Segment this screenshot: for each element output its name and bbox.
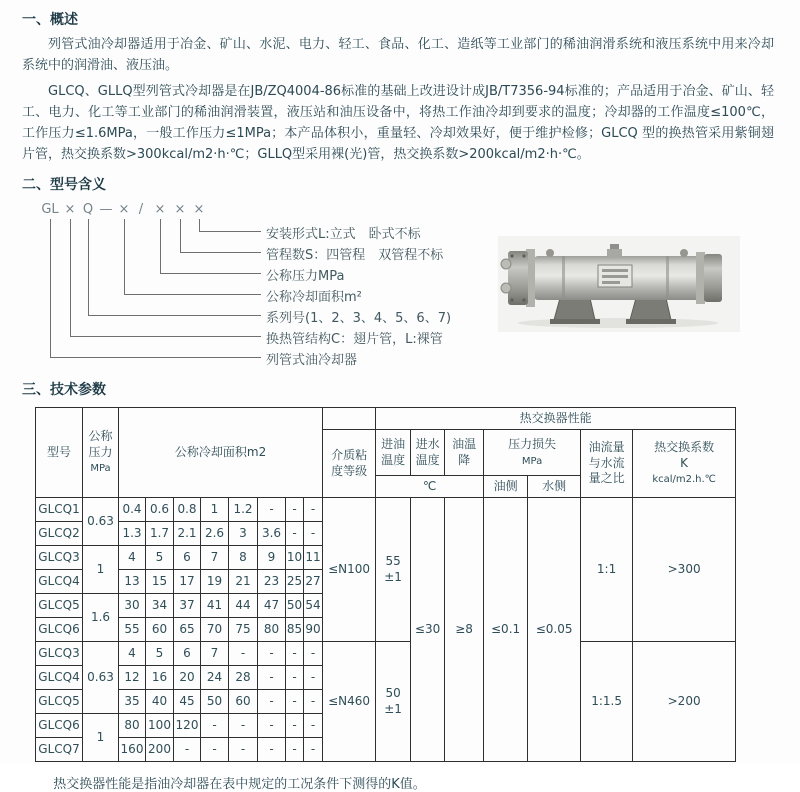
area-cell: 10: [286, 546, 304, 570]
header-model: 型号: [36, 408, 83, 498]
header-water-side: 水侧: [528, 476, 581, 498]
area-cell: 1.7: [146, 522, 174, 546]
header-cooling-area: 公称冷却面积m2: [119, 408, 323, 498]
area-cell: 35: [119, 690, 146, 714]
header-celsius: ℃: [376, 476, 484, 498]
k-value-cell: >300: [633, 498, 736, 642]
area-cell: 34: [146, 594, 174, 618]
area-cell: 50: [201, 690, 229, 714]
area-cell: 90: [304, 618, 323, 642]
model-cell: GLCQ3: [36, 546, 83, 570]
area-cell: 1.3: [119, 522, 146, 546]
header-ratio-line3: 量之比: [588, 471, 625, 486]
header-ratio-line2: 与水流: [588, 455, 625, 470]
oil-in-temp-tolerance: ±1: [384, 569, 402, 584]
overview-paragraph-1: 列管式油冷却器适用于冶金、矿山、水泥、电力、轻工、食品、化工、造纸等工业部门的稀油润滑系统和液压系统中用来冷却系统中的润滑油、液压油。: [22, 37, 774, 73]
header-k-line2: K: [680, 455, 689, 470]
area-cell: 75: [229, 618, 258, 642]
oil-in-temp-value: 55: [385, 553, 401, 568]
area-cell: 60: [146, 618, 174, 642]
header-water-in-line1: 进水: [415, 436, 440, 451]
area-cell: 54: [304, 594, 323, 618]
pressure-cell: 0.63: [83, 642, 119, 714]
area-cell: 120: [174, 714, 201, 738]
area-cell: -: [229, 714, 258, 738]
header-nominal-pressure: [83, 408, 119, 498]
area-cell: -: [286, 714, 304, 738]
header-spacer-cell: [323, 408, 376, 430]
model-cell: GLCQ5: [36, 690, 83, 714]
code-label-tube-structure: 换热管结构C：翅片管，L:裸管: [266, 332, 443, 347]
area-cell: 16: [146, 666, 174, 690]
header-pressure-unit: MPa: [90, 463, 111, 475]
area-cell: 5: [146, 546, 174, 570]
code-symbol-gl: GL: [41, 202, 59, 217]
header-oil-side: 油侧: [484, 476, 528, 498]
area-cell: -: [304, 642, 323, 666]
area-cell: -: [286, 738, 304, 762]
area-cell: 21: [229, 570, 258, 594]
area-cell: 100: [146, 714, 174, 738]
header-pressure-line2: 压力: [88, 444, 113, 459]
header-oil-in-temp: [376, 430, 411, 476]
spec-table: [35, 407, 736, 762]
area-cell: 3.6: [258, 522, 286, 546]
area-cell: 80: [258, 618, 286, 642]
code-symbol-x2: ×: [118, 202, 130, 217]
oil-in-temp-value: 50: [385, 685, 401, 700]
area-cell: 70: [201, 618, 229, 642]
header-flow-ratio: [581, 430, 633, 498]
area-cell: -: [258, 690, 286, 714]
area-cell: 40: [146, 690, 174, 714]
area-cell: 24: [201, 666, 229, 690]
section-1-heading: 一、概述: [22, 12, 78, 28]
area-cell: -: [304, 738, 323, 762]
code-symbol-q: Q: [82, 202, 94, 217]
area-cell: 25: [286, 570, 304, 594]
oil-cooler-photo: [498, 236, 740, 332]
flow-ratio-cell: 1:1: [581, 498, 633, 642]
area-cell: -: [229, 642, 258, 666]
header-pressure-loss: [484, 430, 581, 476]
spec-row: [36, 498, 736, 522]
overview-paragraph-2: GLCQ、GLLQ型列管式冷却器是在JB/ZQ4004-86标准的基础上改进设计成JB/T7356-94标准的；产品适用于冶金、矿山、轻工、电力、化工等工业部门的稀油润滑装置，液压站和油压设备中，将热工作油冷却到要求的温度；冷却器的工作温度≤100℃，工作压力≤1.6MPa，一般工作压力≤1MPa；本产品体积小，重量轻、冷却效果好，便于维护检修；GLCQ 型的换热管采用紫铜翅片管，热交换系数>300kcal/m2·h·℃；GLLQ型采用裸(光)管，热交换系数>200kcal/m2·h·℃。: [22, 84, 774, 162]
header-oil-drop-line2: 降: [458, 452, 471, 467]
code-label-product-type: 列管式油冷却器: [266, 353, 358, 368]
oil-side-loss-cell: ≤0.1: [484, 498, 528, 762]
area-cell: 4: [119, 642, 146, 666]
area-cell: 0.8: [174, 498, 201, 522]
header-row-1: [36, 408, 736, 430]
model-cell: GLCQ4: [36, 666, 83, 690]
model-cell: GLCQ4: [36, 570, 83, 594]
header-ratio-line1: 油流量: [588, 440, 625, 455]
area-cell: 0.6: [146, 498, 174, 522]
section-2-heading: 二、型号含义: [22, 177, 106, 193]
area-cell: -: [304, 522, 323, 546]
model-cell: GLCQ2: [36, 522, 83, 546]
code-label-series-number: 系列号(1、2、3、4、5、6、7): [266, 311, 452, 326]
code-label-nominal-pressure: 公称压力MPa: [266, 269, 345, 284]
area-cell: 60: [229, 690, 258, 714]
section-3-heading: 三、技术参数: [22, 382, 106, 398]
area-cell: 47: [258, 594, 286, 618]
code-label-tube-passes: 管程数S：四管程 双管程不标: [266, 248, 444, 263]
code-symbol-dash: —: [99, 202, 113, 217]
viscosity-cell: ≤N460: [323, 642, 376, 762]
pressure-cell: 1.6: [83, 594, 119, 642]
model-cell: GLCQ3: [36, 642, 83, 666]
header-oil-temp-drop: [445, 430, 484, 476]
area-cell: 55: [119, 618, 146, 642]
code-symbol-x5: ×: [193, 202, 205, 217]
code-symbol-x3: ×: [154, 202, 166, 217]
code-label-cooling-area: 公称冷却面积m²: [266, 290, 362, 305]
pressure-cell: 1: [83, 546, 119, 594]
area-cell: 7: [201, 546, 229, 570]
area-cell: 19: [201, 570, 229, 594]
area-cell: -: [229, 738, 258, 762]
area-cell: 1: [201, 498, 229, 522]
area-cell: 160: [119, 738, 146, 762]
area-cell: -: [286, 642, 304, 666]
area-cell: -: [174, 738, 201, 762]
area-cell: 41: [201, 594, 229, 618]
header-pressure-line1: 公称: [88, 429, 113, 444]
code-symbol-x1: ×: [64, 202, 76, 217]
header-water-in-temp: [411, 430, 445, 476]
header-k-unit: kcal/m2.h.℃: [652, 474, 716, 486]
header-viscosity-line2: 度等级: [331, 463, 368, 478]
area-cell: 13: [119, 570, 146, 594]
header-loss-line1: 压力损失: [508, 436, 557, 451]
water-in-temp-cell: ≤30: [411, 498, 445, 762]
pressure-cell: 0.63: [83, 498, 119, 546]
viscosity-cell: ≤N100: [323, 498, 376, 642]
water-side-loss-cell: ≤0.05: [528, 498, 581, 762]
model-cell: GLCQ1: [36, 498, 83, 522]
oil-in-temp-cell: [376, 642, 411, 762]
area-cell: 37: [174, 594, 201, 618]
area-cell: 0.4: [119, 498, 146, 522]
header-oil-in-line2: 温度: [381, 452, 406, 467]
header-oil-drop-line1: 油温: [452, 436, 477, 451]
area-cell: 20: [174, 666, 201, 690]
area-cell: -: [258, 498, 286, 522]
area-cell: -: [258, 642, 286, 666]
model-code-diagram: [35, 202, 783, 370]
model-cell: GLCQ7: [36, 738, 83, 762]
area-cell: 9: [258, 546, 286, 570]
area-cell: -: [201, 738, 229, 762]
area-cell: 1.2: [229, 498, 258, 522]
area-cell: 17: [174, 570, 201, 594]
area-cell: 3: [229, 522, 258, 546]
header-oil-in-line1: 进油: [381, 436, 406, 451]
header-water-in-line2: 温度: [415, 452, 440, 467]
header-viscosity: [323, 430, 376, 498]
area-cell: -: [304, 714, 323, 738]
area-cell: 2.6: [201, 522, 229, 546]
area-cell: 80: [119, 714, 146, 738]
area-cell: 85: [286, 618, 304, 642]
k-value-cell: >200: [633, 642, 736, 762]
spec-row: [36, 642, 736, 666]
model-cell: GLCQ6: [36, 714, 83, 738]
area-cell: 28: [229, 666, 258, 690]
area-cell: -: [286, 666, 304, 690]
area-cell: 6: [174, 546, 201, 570]
area-cell: 23: [258, 570, 286, 594]
code-symbol-x4: ×: [174, 202, 186, 217]
header-k-line1: 热交换系数: [654, 440, 715, 455]
pressure-cell: 1: [83, 714, 119, 762]
code-symbol-slash: /: [138, 202, 144, 217]
area-cell: 6: [174, 642, 201, 666]
area-cell: -: [258, 714, 286, 738]
area-cell: 27: [304, 570, 323, 594]
area-cell: 30: [119, 594, 146, 618]
header-performance: 热交换器性能: [376, 408, 736, 430]
area-cell: 11: [304, 546, 323, 570]
oil-in-temp-tolerance: ±1: [384, 701, 402, 716]
area-cell: 65: [174, 618, 201, 642]
area-cell: 4: [119, 546, 146, 570]
flow-ratio-cell: 1:1.5: [581, 642, 633, 762]
area-cell: -: [304, 690, 323, 714]
header-k-coefficient: [633, 430, 736, 498]
area-cell: -: [304, 666, 323, 690]
area-cell: 15: [146, 570, 174, 594]
code-label-mount-type: 安装形式L:立式 卧式不标: [266, 227, 421, 242]
model-cell: GLCQ5: [36, 594, 83, 618]
area-cell: 5: [146, 642, 174, 666]
model-cell: GLCQ6: [36, 618, 83, 642]
area-cell: 2.1: [174, 522, 201, 546]
area-cell: -: [286, 690, 304, 714]
area-cell: 45: [174, 690, 201, 714]
area-cell: 44: [229, 594, 258, 618]
header-viscosity-line1: 介质粘: [331, 447, 368, 462]
header-loss-unit: MPa: [521, 455, 543, 467]
area-cell: 50: [286, 594, 304, 618]
area-cell: 8: [229, 546, 258, 570]
area-cell: -: [258, 666, 286, 690]
area-cell: -: [286, 498, 304, 522]
area-cell: -: [286, 522, 304, 546]
area-cell: -: [258, 738, 286, 762]
area-cell: -: [304, 498, 323, 522]
oil-temp-drop-cell: ≥8: [445, 498, 484, 762]
area-cell: 200: [146, 738, 174, 762]
oil-in-temp-cell: [376, 498, 411, 642]
area-cell: -: [201, 714, 229, 738]
table-note: 热交换器性能是指油冷却器在表中规定的工况条件下测得的K值。: [53, 777, 426, 792]
area-cell: 12: [119, 666, 146, 690]
area-cell: 7: [201, 642, 229, 666]
